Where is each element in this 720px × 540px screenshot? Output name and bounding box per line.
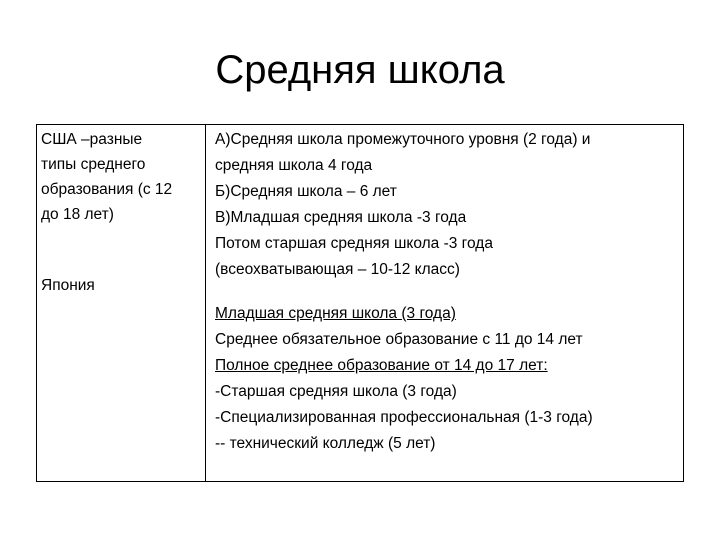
usa-label-line: США –разные xyxy=(41,131,143,148)
japan-label-line: Япония xyxy=(41,277,95,294)
usa-description-line: (всеохватывающая – 10-12 класс) xyxy=(215,261,460,278)
japan-description-line: -Специализированная профессиональная (1-3 года) xyxy=(215,409,593,426)
usa-description-line: Потом старшая средняя школа -3 года xyxy=(215,235,493,252)
usa-description-line: А)Средняя школа промежуточного уровня (2 года) и xyxy=(215,131,591,148)
japan-label-cell xyxy=(41,273,95,299)
usa-description-cell xyxy=(215,127,590,283)
column-divider xyxy=(205,125,206,481)
japan-description-line: -- технический колледж (5 лет) xyxy=(215,435,436,452)
japan-description-line: -Старшая средняя школа (3 года) xyxy=(215,383,457,400)
japan-description-line: Младшая средняя школа (3 года) xyxy=(215,305,456,322)
japan-description-cell xyxy=(215,301,593,457)
usa-description-line: средняя школа 4 года xyxy=(215,157,373,174)
japan-description-line: Полное среднее образование от 14 до 17 лет: xyxy=(215,357,548,374)
usa-label-line: типы среднего xyxy=(41,156,146,173)
content-table xyxy=(36,124,684,482)
usa-label-line: образования (с 12 xyxy=(41,181,173,198)
japan-description-line: Среднее обязательное образование с 11 до 14 лет xyxy=(215,331,583,348)
usa-description-line: В)Младшая средняя школа -3 года xyxy=(215,209,467,226)
usa-label-cell xyxy=(41,127,172,227)
usa-description-line: Б)Средняя школа – 6 лет xyxy=(215,183,397,200)
usa-label-line: до 18 лет) xyxy=(41,206,114,223)
slide-title: Средняя школа xyxy=(215,48,505,92)
